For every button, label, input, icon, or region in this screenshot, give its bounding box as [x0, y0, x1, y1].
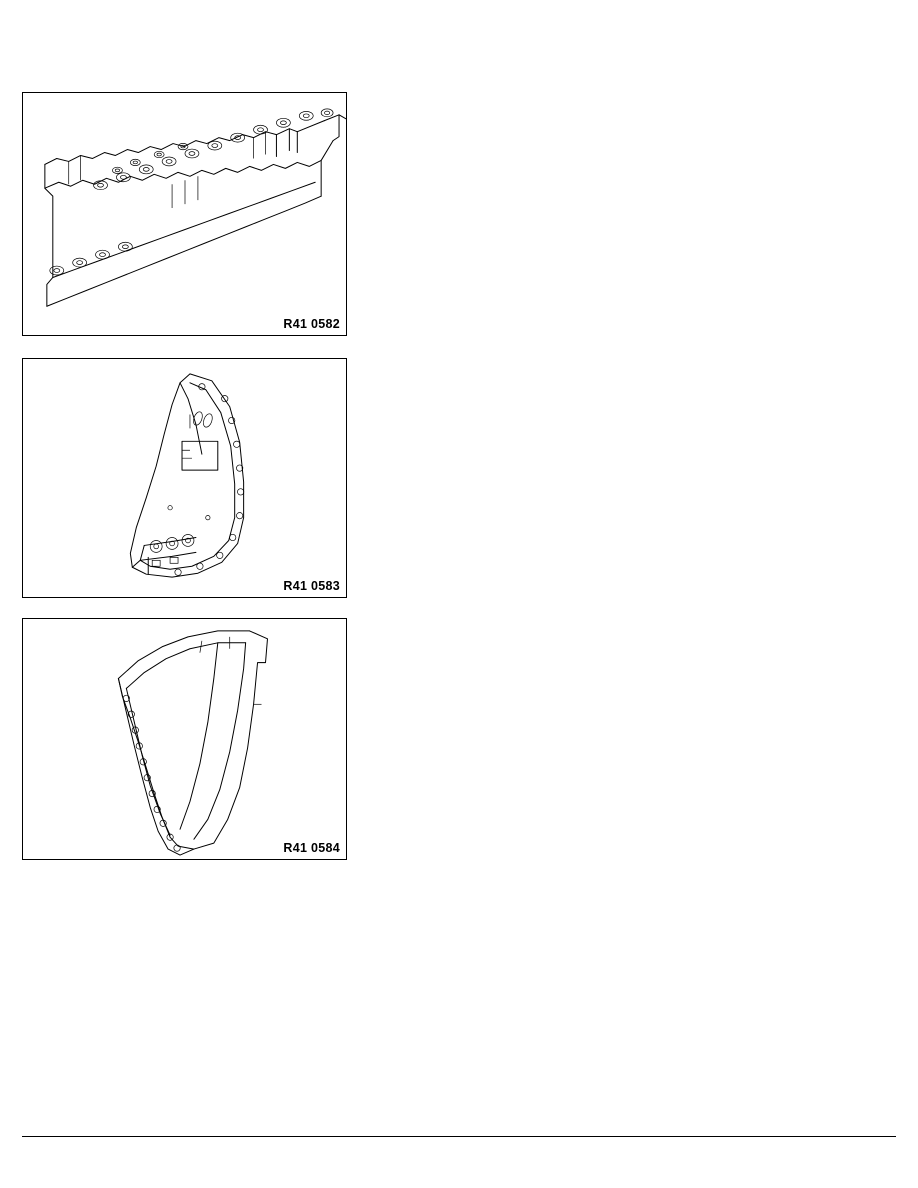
figure-sill-panel — [22, 92, 347, 336]
b-pillar-outer-illustration — [23, 619, 346, 859]
b-pillar-inner-illustration — [23, 359, 346, 597]
footer-rule — [22, 1136, 896, 1137]
figure-b-pillar-outer — [22, 618, 347, 860]
figure-caption: R41 0584 — [283, 841, 340, 855]
figure-b-pillar-inner — [22, 358, 347, 598]
figure-caption: R41 0582 — [283, 317, 340, 331]
figure-caption: R41 0583 — [283, 579, 340, 593]
sill-panel-illustration — [23, 93, 346, 335]
